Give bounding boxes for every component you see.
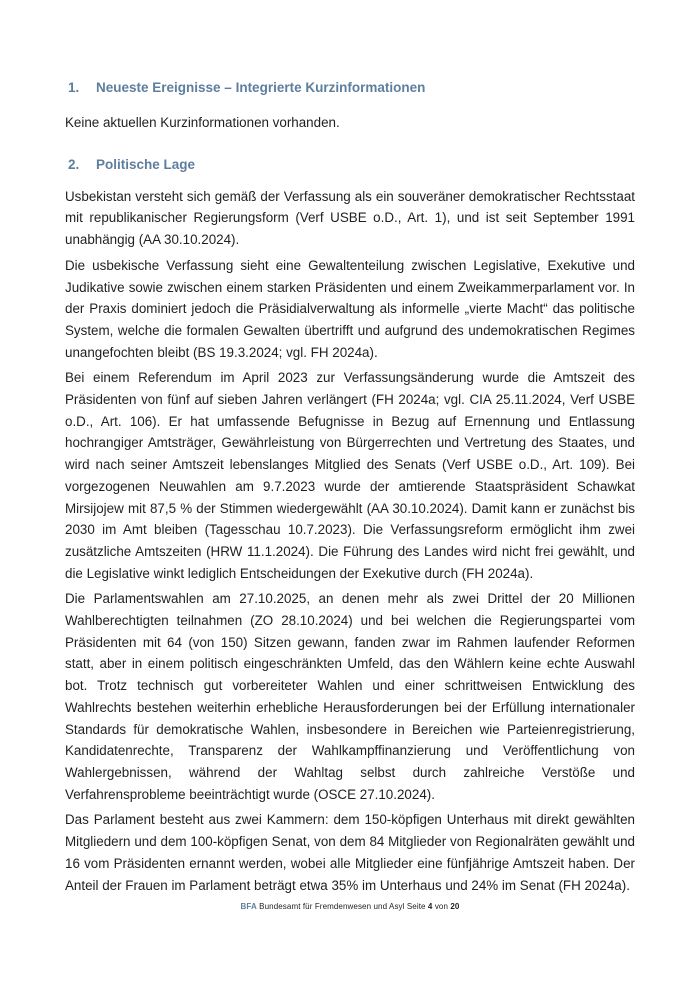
section-heading-2 (65, 157, 635, 172)
footer-page-total: 20 (450, 902, 460, 911)
footer-page-word: Seite (406, 902, 426, 911)
section-title: Neueste Ereignisse – Integrierte Kurzinformationen (96, 80, 426, 95)
paragraph: Das Parlament besteht aus zwei Kammern: dem 150-köpfigen Unterhaus mit direkt gewählten Mitgliedern und dem 100-köpfigen Senat, von dem 84 Mitglieder von Regionalräten gewählt und 16 vom Präsidenten ernannt werden, wobei alle Mitglieder eine fünfjährige Amtszeit haben. Der Anteil der Frauen im Parlament beträgt etwa 35% im Unterhaus und 24% im Senat (FH 2024a). (65, 812, 635, 893)
section-number: 2. (68, 156, 80, 172)
paragraph: Die Parlamentswahlen am 27.10.2025, an denen mehr als zwei Drittel der 20 Millionen Wahlberechtigten teilnahmen (ZO 28.10.2024) und bei welchen die Regierungspartei vom Präsidenten mit 64 (von 150) Sitzen gewann, fanden zwar im Rahmen laufender Reformen statt, aber in einem politisch eingeschränkten Umfeld, das den Wählern keine echte Auswahl bot. Trotz technisch gut vorbereiteter Wahlen und einer schrittweisen Entwicklung des Wahlrechts bestehen weiterhin erhebliche Herausforderungen bei der Erfüllung internationaler Standards für demokratische Wahlen, insbesondere in Bereichen wie Parteienregistrierung, Kandidatenrechte, Transparenz der Wahlkampffinanzierung und Veröffentlichung von Wahlergebnissen, während der Wahltag selbst durch zahlreiche Verstöße und Verfahrensprobleme beeinträchtigt wurde (OSCE 27.10.2024). (65, 591, 635, 802)
paragraph: Bei einem Referendum im April 2023 zur Verfassungsänderung wurde die Amtszeit des Präsidenten von fünf auf sieben Jahren verlängert (FH 2024a; vgl. CIA 25.11.2024, Verf USBE o.D., Art. 106). Er hat umfassende Befugnisse in Bezug auf Ernennung und Entlassung hochrangiger Amtsträger, Gewährleistung von Bürgerrechten und Vertretung des Staates, und wird nach seiner Amtszeit lebenslanges Mitglied des Senats (Verf USBE o.D., Art. 109). Bei vorgezogenen Neuwahlen am 9.7.2023 wurde der amtierende Staatspräsident Schawkat Mirsijojew mit 87,5 % der Stimmen wiedergewählt (AA 30.10.2024). Damit kann er zunächst bis 2030 im Amt bleiben (Tagesschau 10.7.2023). Die Verfassungsreform ermöglicht ihm zwei zusätzliche Amtszeiten (HRW 11.1.2024). Die Führung des Landes wird nicht frei gewählt, und die Legislative winkt lediglich Entscheidungen der Exekutive durch (FH 2024a). (65, 370, 635, 581)
page-footer (0, 902, 700, 911)
footer-of-word: von (434, 902, 449, 911)
footer-org-name: Bundesamt für Fremdenwesen und Asyl (259, 902, 405, 911)
paragraph: Die usbekische Verfassung sieht eine Gewaltenteilung zwischen Legislative, Exekutive und Judikative sowie zwischen einem starken Präsidenten und einem Zweikammerparlament vor. In der Praxis dominiert jedoch die Präsidialverwaltung als informelle „vierte Macht“ das politische System, welche die formalen Gewalten übertrifft und aufgrund des undemokratischen Regimes unangefochten bleibt (BS 19.3.2024; vgl. FH 2024a). (65, 257, 635, 360)
footer-page-number: 4 (427, 902, 433, 911)
paragraph: Usbekistan versteht sich gemäß der Verfassung als ein souveräner demokratischer Rechtsstaat mit republikanischer Regierungsform (Verf USBE o.D., Art. 1), und ist seit September 1991 unabhängig (AA 30.10.2024). (65, 188, 635, 248)
section-number: 1. (68, 80, 80, 95)
footer-org-abbr: BFA (240, 902, 257, 911)
paragraph: Keine aktuellen Kurzinformationen vorhanden. (65, 115, 340, 130)
section-title: Politische Lage (96, 156, 196, 172)
section-heading-1 (65, 80, 635, 95)
